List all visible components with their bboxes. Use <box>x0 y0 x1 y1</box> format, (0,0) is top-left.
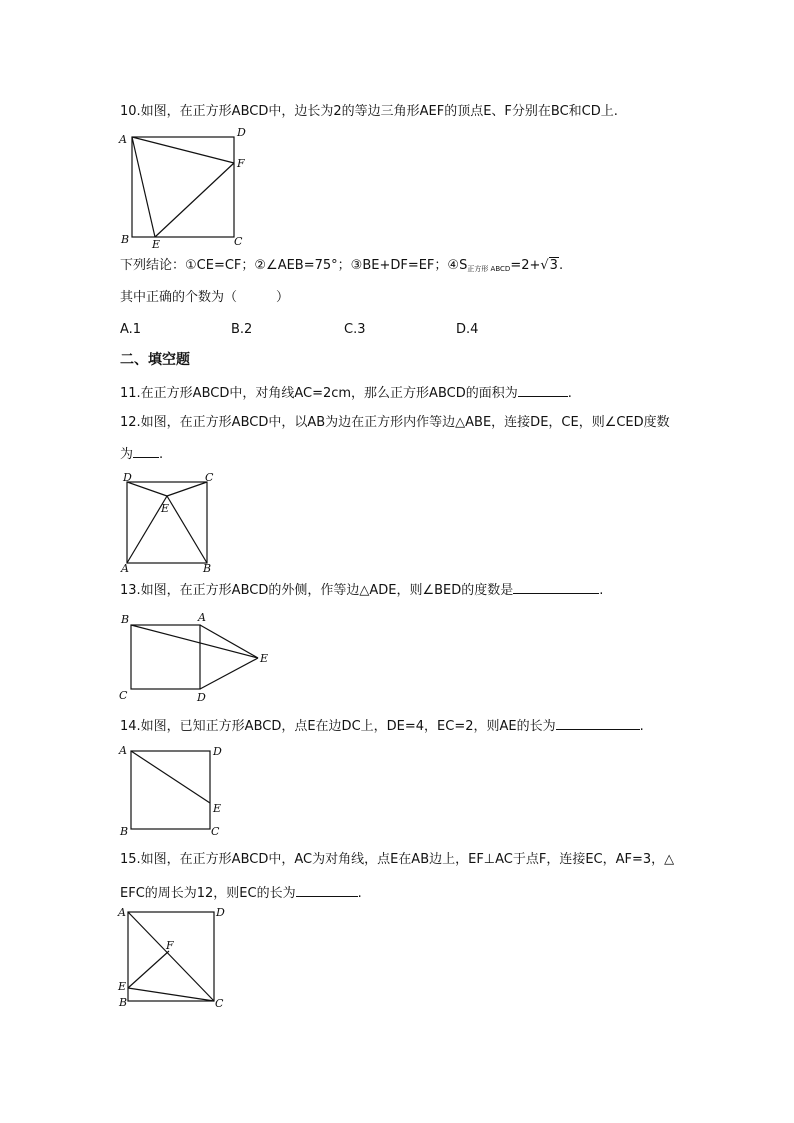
q13-segment-be <box>131 625 258 658</box>
q15-label-d: D <box>216 906 225 919</box>
q12-side-de <box>127 482 167 496</box>
q10-question: 其中正确的个数为（ ） <box>120 290 290 305</box>
q10-conclusions <box>120 257 563 278</box>
q10-side-af <box>132 137 234 163</box>
q15-figure <box>116 903 236 1008</box>
q12-figure <box>118 470 218 575</box>
q15-end: . <box>357 886 362 901</box>
q10-label-c: C <box>234 235 243 248</box>
q10-side-ae <box>132 137 155 237</box>
q14-label-b: B <box>120 825 129 838</box>
q12-label-e: E <box>161 502 170 515</box>
q13-side-de <box>200 658 258 689</box>
q13-label-c: C <box>119 689 128 702</box>
q10-label-f: F <box>237 157 245 170</box>
q10-label-a: A <box>119 133 127 146</box>
q14-segment-ae <box>131 751 210 803</box>
q13-label-e: E <box>260 652 269 665</box>
q12-end: . <box>159 447 164 462</box>
q12-label-c: C <box>205 471 214 484</box>
q10-sqrt-radicand: 3 <box>549 258 558 273</box>
q14-square <box>131 751 210 829</box>
q10-label-b: B <box>121 233 130 246</box>
q13-side-ae <box>200 625 258 658</box>
q13-label-a: A <box>198 611 206 624</box>
q15-diagonal-ac <box>128 912 214 1001</box>
q13-text: 13.如图，在正方形ABCD的外侧，作等边△ADE，则∠BED的度数是 <box>120 583 514 598</box>
q12-line1: 12.如图，在正方形ABCD中，以AB为边在正方形内作等边△ABE，连接DE，CE，则∠CED度数 <box>120 415 670 430</box>
q15-label-e: E <box>118 980 127 993</box>
q12-label-d: D <box>123 471 132 484</box>
q13-figure <box>118 610 278 705</box>
q12-side-ce <box>167 482 207 496</box>
q15-label-a: A <box>118 906 126 919</box>
q12-label-b: B <box>203 562 212 575</box>
q12-square <box>127 482 207 563</box>
q15-line2 <box>120 884 362 903</box>
q10-conclusion-prefix: 下列结论：①CE=CF；②∠AEB=75°；③BE+DF=EF；④S <box>120 258 468 273</box>
q15-segment-ef <box>128 951 169 988</box>
q10-option-b[interactable]: B.2 <box>231 322 253 337</box>
q15-line1: 15.如图，在正方形ABCD中，AC为对角线，点E在AB边上，EF⊥AC于点F，连接EC，AF=3，△ <box>120 852 675 867</box>
q12-answer-blank[interactable] <box>133 445 159 458</box>
q11-answer-blank[interactable] <box>518 384 568 397</box>
q12-line2 <box>120 445 163 464</box>
q15-label-c: C <box>215 997 224 1010</box>
q14-label-a: A <box>119 744 127 757</box>
q15-answer-blank[interactable] <box>296 884 358 897</box>
q13 <box>120 581 603 600</box>
section-2-title: 二、填空题 <box>120 352 190 368</box>
q14-label-d: D <box>213 745 222 758</box>
q15-segment-ec <box>128 988 214 1001</box>
sqrt-symbol: √3 <box>540 258 558 273</box>
q14-answer-blank[interactable] <box>556 717 640 730</box>
q13-end: . <box>599 583 604 598</box>
q10-figure <box>118 125 258 250</box>
q11-text: 11.在正方形ABCD中，对角线AC=2cm，那么正方形ABCD的面积为 <box>120 386 518 401</box>
q11-end: . <box>567 386 572 401</box>
q13-square <box>131 625 200 689</box>
q14-figure <box>118 742 238 837</box>
q14-label-c: C <box>211 825 220 838</box>
q14-label-e: E <box>213 802 222 815</box>
q11 <box>120 384 572 403</box>
q15-label-f: F <box>166 939 174 952</box>
q13-label-d: D <box>197 691 206 704</box>
q10-conclusion-sub: 正方形 ABCD <box>467 265 511 273</box>
q10-option-d[interactable]: D.4 <box>456 322 479 337</box>
q13-label-b: B <box>121 613 130 626</box>
q10-option-a[interactable]: A.1 <box>120 322 142 337</box>
q14-end: . <box>639 719 644 734</box>
q10-label-d: D <box>237 126 246 139</box>
q15-label-b: B <box>119 996 128 1009</box>
q15-line2-prefix: EFC的周长为12，则EC的长为 <box>120 886 296 901</box>
q10-conclusion-end: . <box>558 258 564 273</box>
q12-label-a: A <box>121 562 129 575</box>
q14 <box>120 717 644 736</box>
q10-side-ef <box>155 163 234 237</box>
q12-line2-prefix: 为 <box>120 447 134 462</box>
q10-stem: 10.如图，在正方形ABCD中，边长为2的等边三角形AEF的顶点E、F分别在BC和CD上. <box>120 104 618 119</box>
q14-text: 14.如图，已知正方形ABCD，点E在边DC上，DE=4，EC=2，则AE的长为 <box>120 719 556 734</box>
q13-answer-blank[interactable] <box>513 581 599 594</box>
q10-label-e: E <box>152 238 161 251</box>
q10-option-c[interactable]: C.3 <box>344 322 366 337</box>
q10-square <box>132 137 234 237</box>
q12-side-be <box>167 496 207 563</box>
q10-conclusion-mid: =2+ <box>510 258 541 273</box>
